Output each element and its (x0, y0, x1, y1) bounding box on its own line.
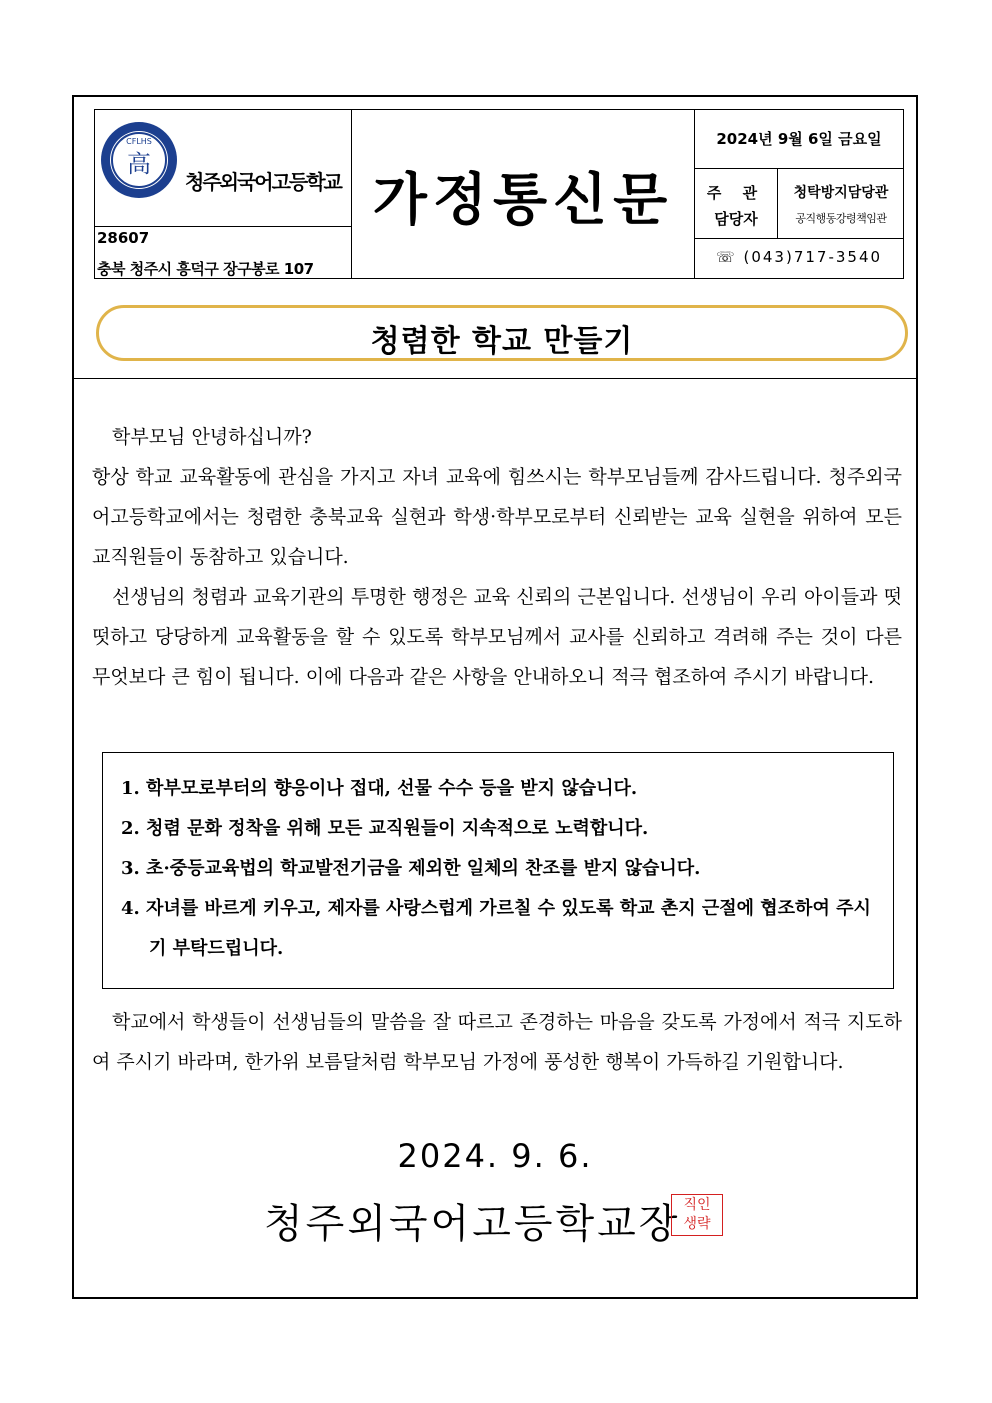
paragraph-1: 항상 학교 교육활동에 관심을 가지고 자녀 교육에 힘쓰시는 학부모님들께 감사드립니다. 청주외국어고등학교에서는 청렴한 충북교육 실현과 학생·학부모로부터 신뢰받는 교육 실현을 위하여 모든 교직원들이 동참하고 있습니다. (92, 466, 902, 568)
paragraph-2: 선생님의 청렴과 교육기관의 투명한 행정은 교육 신뢰의 근본입니다. 선생님이 우리 아이들과 떳떳하고 당당하게 교육활동을 할 수 있도록 학부모님께서 교사를 신뢰하고 격려해 주는 것이 다른 무엇보다 큰 힘이 됩니다. 이에 다음과 같은 사항을 안내하오니 적극 협조하여 주시기 바랍니다. (92, 586, 902, 688)
school-logo-area (95, 110, 351, 227)
greeting: 학부모님 안녕하십니까? (112, 426, 312, 448)
manager-label-col (695, 168, 778, 238)
info-box (694, 109, 904, 279)
notice-item-3: 3. 초·중등교육법의 학교발전기금을 제외한 일체의 찬조를 받지 않습니다. (121, 858, 701, 879)
seal-line-1: 직인 (683, 1197, 711, 1213)
banner-section (74, 294, 916, 379)
document-frame (72, 95, 918, 1299)
school-name: 청주외국어고등학교 (185, 170, 341, 194)
seal-line-2: 생략 (683, 1216, 711, 1232)
notice-box (102, 752, 894, 989)
school-logo-abbr: CFLHS (126, 137, 152, 146)
zip-code: 28607 (97, 229, 150, 247)
school-logo-char: 高 (127, 150, 151, 178)
manager-value-1: 청탁방지담당관 (793, 185, 889, 201)
manager-label-1: 주 관 (706, 184, 766, 202)
banner-box (96, 305, 908, 361)
title-box (352, 109, 694, 279)
closing-text: 학교에서 학생들이 선생님들의 말씀을 잘 따르고 존경하는 마음을 갖도록 가정에서 적극 지도하여 주시기 바라며, 한가위 보름달처럼 학부모님 가정에 풍성한 행복이 가득하길 기원합니다. (92, 1011, 902, 1073)
letter-body (92, 417, 902, 697)
manager-row (695, 168, 903, 239)
closing-paragraph (92, 1002, 902, 1082)
date-row (695, 110, 903, 169)
official-seal (671, 1194, 723, 1236)
school-logo (99, 120, 179, 200)
notice-item-1: 1. 학부모로부터의 향응이나 접대, 선물 수수 등을 받지 않습니다. (121, 778, 638, 799)
issue-date: 2024년 9월 6일 금요일 (716, 130, 882, 148)
notice-item-4: 4. 자녀를 바르게 키우고, 제자를 사랑스럽게 가르칠 수 있도록 학교 촌지 근절에 협조하여 주시기 부탁드립니다. (121, 898, 871, 959)
phone-icon: ☏ (715, 248, 737, 266)
phone-row (695, 248, 903, 266)
principal-name: 청주외국어고등학교장 (264, 1201, 681, 1247)
manager-label-2: 담당자 (714, 210, 758, 228)
phone-number: (043)717-3540 (743, 248, 883, 266)
signature-date: 2024. 9. 6. (397, 1137, 593, 1175)
school-info-box (94, 109, 352, 279)
manager-value-2: 공직행동강령책임관 (795, 212, 887, 225)
banner-title: 청렴한 학교 만들기 (370, 324, 634, 359)
school-address: 충북 청주시 흥덕구 장구봉로 107 (97, 260, 314, 278)
page-title: 가정통신문 (372, 168, 674, 233)
notice-item-2: 2. 청렴 문화 정착을 위해 모든 교직원들이 지속적으로 노력합니다. (121, 818, 649, 839)
